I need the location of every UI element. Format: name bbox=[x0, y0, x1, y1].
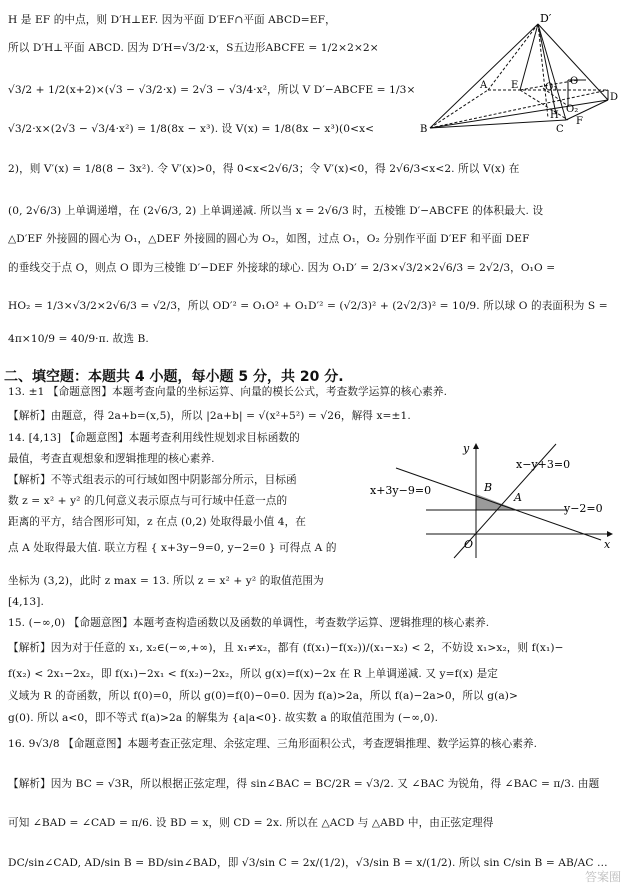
text-line: 义域为 R 的奇函数，所以 f(0)=0，所以 g(0)=f(0)−0=0. 因为 f(a)>2a，所以 f(a)−2a>0，所以 g(a)> bbox=[8, 690, 518, 702]
text-line: DC/sin∠CAD, AD/sin B = BD/sin∠BAD，即 √3/sin C = 2x/(1/2)，√3/sin B = x/(1/2). 所以 sin C/sin B = AB/AC … bbox=[8, 857, 608, 869]
text-line: f(x₂) < 2x₁−2x₂，即 f(x₁)−2x₁ < f(x₂)−2x₂，所以 g(x)=f(x)−2x 在 R 上单调递减. 又 y=f(x) 是定 bbox=[8, 668, 498, 680]
point-label: A bbox=[514, 491, 522, 504]
fig-label: O bbox=[570, 76, 579, 87]
axis-label: y bbox=[463, 442, 470, 455]
fig-label: D′ bbox=[540, 12, 552, 25]
text-line: 的垂线交于点 O，则点 O 即为三棱锥 D′−DEF 外接球的球心. 因为 O₁D′ = 2/3×√3/2×2√6/3 = 2√2/3，O₁O = bbox=[8, 262, 556, 274]
text-line: 【解析】因为 BC = √3R，所以根据正弦定理，得 sin∠BAC = BC/2R = √3/2. 又 ∠BAC 为锐角，得 ∠BAC = π/3. 由题 bbox=[8, 778, 600, 790]
fig-label: O₂ bbox=[566, 104, 579, 115]
fig-label: B bbox=[420, 124, 428, 135]
text-line: 2)，则 V′(x) = 1/8(8 − 3x²). 令 V′(x)>0，得 0<x<2√6/3；令 V′(x)<0，得 2√6/3<x<2. 所以 V(x) 在 bbox=[8, 163, 520, 175]
text-line: 【解析】因为对于任意的 x₁, x₂∈(−∞,+∞)，且 x₁≠x₂，都有 (f(x₁)−f(x₂))/(x₁−x₂) < 2，不妨设 x₁>x₂，则 f(x₁)− bbox=[8, 642, 564, 654]
section-header: 二、填空题：本题共 4 小题，每小题 5 分，共 20 分. bbox=[4, 369, 344, 385]
line-label: y−2=0 bbox=[564, 502, 603, 515]
text-line: H 是 EF 的中点，则 D′H⊥EF. 因为平面 D′EF∩平面 ABCD=EF， bbox=[8, 14, 336, 26]
text-line: √3/2·x×(2√3 − √3/4·x²) = 1/8(8x − x³). 设 V(x) = 1/8(8x − x³)(0<x< bbox=[8, 123, 375, 135]
axis-label: x bbox=[604, 538, 611, 551]
line-label: x+3y−9=0 bbox=[370, 484, 432, 497]
fig-label: E bbox=[511, 80, 519, 91]
fig-label: H bbox=[550, 110, 559, 121]
origin-label: O bbox=[464, 538, 474, 551]
point-label: B bbox=[484, 481, 493, 494]
text-line: [4,13]. bbox=[8, 596, 44, 608]
fig-label: A bbox=[480, 80, 488, 91]
fig-label: C bbox=[556, 124, 564, 135]
text-line: √3/2 + 1/2(x+2)×(√3 − √3/2·x) = 2√3 − √3/4·x²，所以 V D′−ABCFE = 1/3× bbox=[8, 84, 416, 96]
text-line: 4π×10/9 = 40/9·π. 故选 B. bbox=[8, 333, 149, 345]
text-line: 最值，考查直观想象和逻辑推理的核心素养. bbox=[8, 453, 215, 465]
feasible-region bbox=[476, 494, 518, 510]
text-line: (0, 2√6/3) 上单调递增，在 (2√6/3, 2) 上单调递减. 所以当 x = 2√6/3 时，五棱锥 D′−ABCFE 的体积最大. 设 bbox=[8, 205, 544, 217]
fig-label: O₁ bbox=[545, 82, 558, 93]
text-line: 【解析】由题意，得 2a+b=(x,5)，所以 |2a+b| = √(x²+5²) = √26，解得 x=±1. bbox=[8, 410, 411, 422]
text-line: 可知 ∠BAD = ∠CAD = π/6. 设 BD = x，则 CD = 2x. 所以在 △ACD 与 △ABD 中，由正弦定理得 bbox=[8, 817, 494, 829]
text-line: HO₂ = 1/3×√3/2×2√6/3 = √2/3，所以 OD′² = O₁O² + O₁D′² = (√2/3)² + (2√2/3)² = 10/9. 所以球 O 的表面积为 S = bbox=[8, 300, 608, 312]
fig-label: F bbox=[576, 116, 583, 127]
text-line: 点 A 处取得最大值. 联立方程 { x+3y−9=0, y−2=0 } 可得点 A 的 bbox=[8, 542, 337, 554]
fig-label: D bbox=[610, 92, 619, 103]
text-line: 数 z = x² + y² 的几何意义表示原点与可行域中任意一点的 bbox=[8, 495, 288, 507]
text-line: △D′EF 外接圆的圆心为 O₁，△DEF 外接圆的圆心为 O₂，如图，过点 O₁，O₂ 分别作平面 D′EF 和平面 DEF bbox=[8, 233, 530, 245]
text-line: 15. (−∞,0) 【命题意图】本题考查构造函数以及函数的单调性，考查数学运算、逻辑推理的核心素养. bbox=[8, 617, 490, 629]
text-line: g(0). 所以 a<0，即不等式 f(a)>2a 的解集为 {a|a<0}. 故实数 a 的取值范围为 (−∞,0). bbox=[8, 712, 439, 724]
pyramid-figure bbox=[418, 8, 624, 138]
text-line: 16. 9√3/8 【命题意图】本题考查正弦定理、余弦定理、三角形面积公式，考查逻辑推理、数学运算的核心素养. bbox=[8, 738, 538, 750]
text-line: 【解析】不等式组表示的可行域如图中阴影部分所示，目标函 bbox=[8, 474, 297, 486]
text-line: 14. [4,13] 【命题意图】本题考查利用线性规划求目标函数的 bbox=[8, 432, 300, 444]
linear-programming-figure bbox=[366, 438, 618, 562]
line-label: x−y+3=0 bbox=[516, 458, 571, 471]
text-line: 13. ±1 【命题意图】本题考查向量的坐标运算、向量的模长公式，考查数学运算的核心素养. bbox=[8, 386, 448, 398]
watermark: 答案圈 bbox=[584, 870, 621, 884]
text-line: 距离的平方，结合图形可知，z 在点 (0,2) 处取得最小值 4，在 bbox=[8, 516, 306, 528]
text-line: 所以 D′H⊥平面 ABCD. 因为 D′H=√3/2·x，S五边形ABCFE = 1/2×2×2× bbox=[8, 42, 379, 54]
text-line: 坐标为 (3,2)，此时 z max = 13. 所以 z = x² + y² 的取值范围为 bbox=[8, 575, 324, 587]
